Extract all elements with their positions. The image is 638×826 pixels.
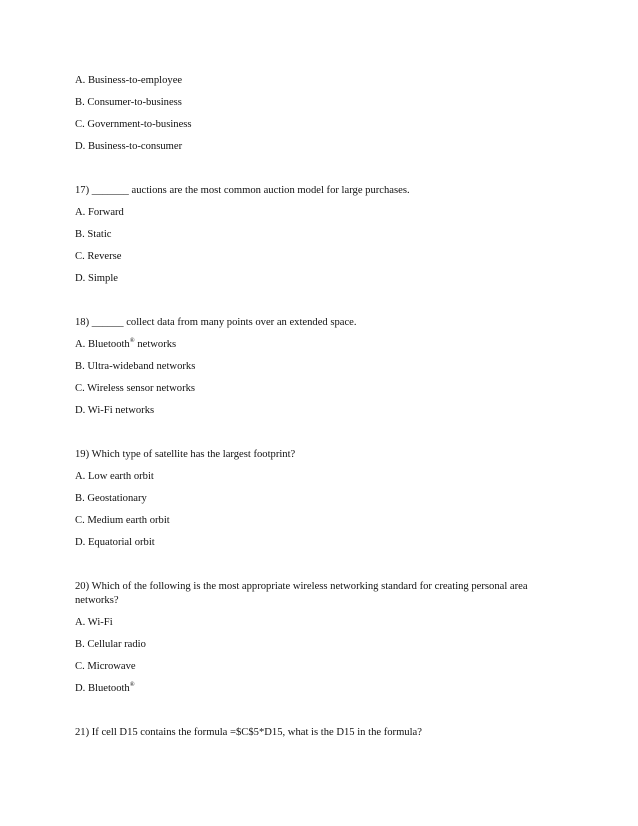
q20-option-d-prefix: D. Bluetooth [75, 683, 130, 694]
q18-option-c: C. Wireless sensor networks [75, 383, 196, 394]
q17-option-b: B. Static [75, 229, 112, 240]
q18-option-a [75, 338, 176, 352]
q19-option-d: D. Equatorial orbit [75, 537, 155, 548]
registered-mark: ® [129, 337, 135, 344]
q18-option-a-prefix: A. Bluetooth [75, 339, 130, 350]
question-20-line-2: networks? [75, 595, 119, 606]
q19-option-b: B. Geostationary [75, 493, 147, 504]
q19-option-a: A. Low earth orbit [75, 471, 154, 482]
question-21: 21) If cell D15 contains the formula =$C$5*D15, what is the D15 in the formula? [75, 727, 422, 738]
question-17: 17) _______ auctions are the most common auction model for large purchases. [75, 185, 410, 196]
q17-option-d: D. Simple [75, 273, 118, 284]
q18-option-a-suffix: networks [134, 339, 177, 350]
q18-option-d: D. Wi-Fi networks [75, 405, 155, 416]
q18-option-b: B. Ultra-wideband networks [75, 361, 196, 372]
prev-option-b: B. Consumer-to-business [75, 97, 182, 108]
q17-option-c: C. Reverse [75, 251, 122, 262]
q20-option-d [75, 682, 135, 696]
q20-option-c: C. Microwave [75, 661, 136, 672]
q19-option-c: C. Medium earth orbit [75, 515, 170, 526]
prev-option-d: D. Business-to-consumer [75, 141, 183, 152]
question-19: 19) Which type of satellite has the largest footprint? [75, 449, 296, 460]
q17-option-a: A. Forward [75, 207, 124, 218]
question-18: 18) ______ collect data from many points over an extended space. [75, 317, 357, 328]
prev-option-c: C. Government-to-business [75, 119, 192, 130]
q20-option-a: A. Wi-Fi [75, 617, 113, 628]
registered-mark: ® [129, 681, 135, 688]
question-20-line-1: 20) Which of the following is the most appropriate wireless networking standard for creating personal area [75, 581, 528, 592]
prev-option-a: A. Business-to-employee [75, 75, 183, 86]
q20-option-b: B. Cellular radio [75, 639, 146, 650]
